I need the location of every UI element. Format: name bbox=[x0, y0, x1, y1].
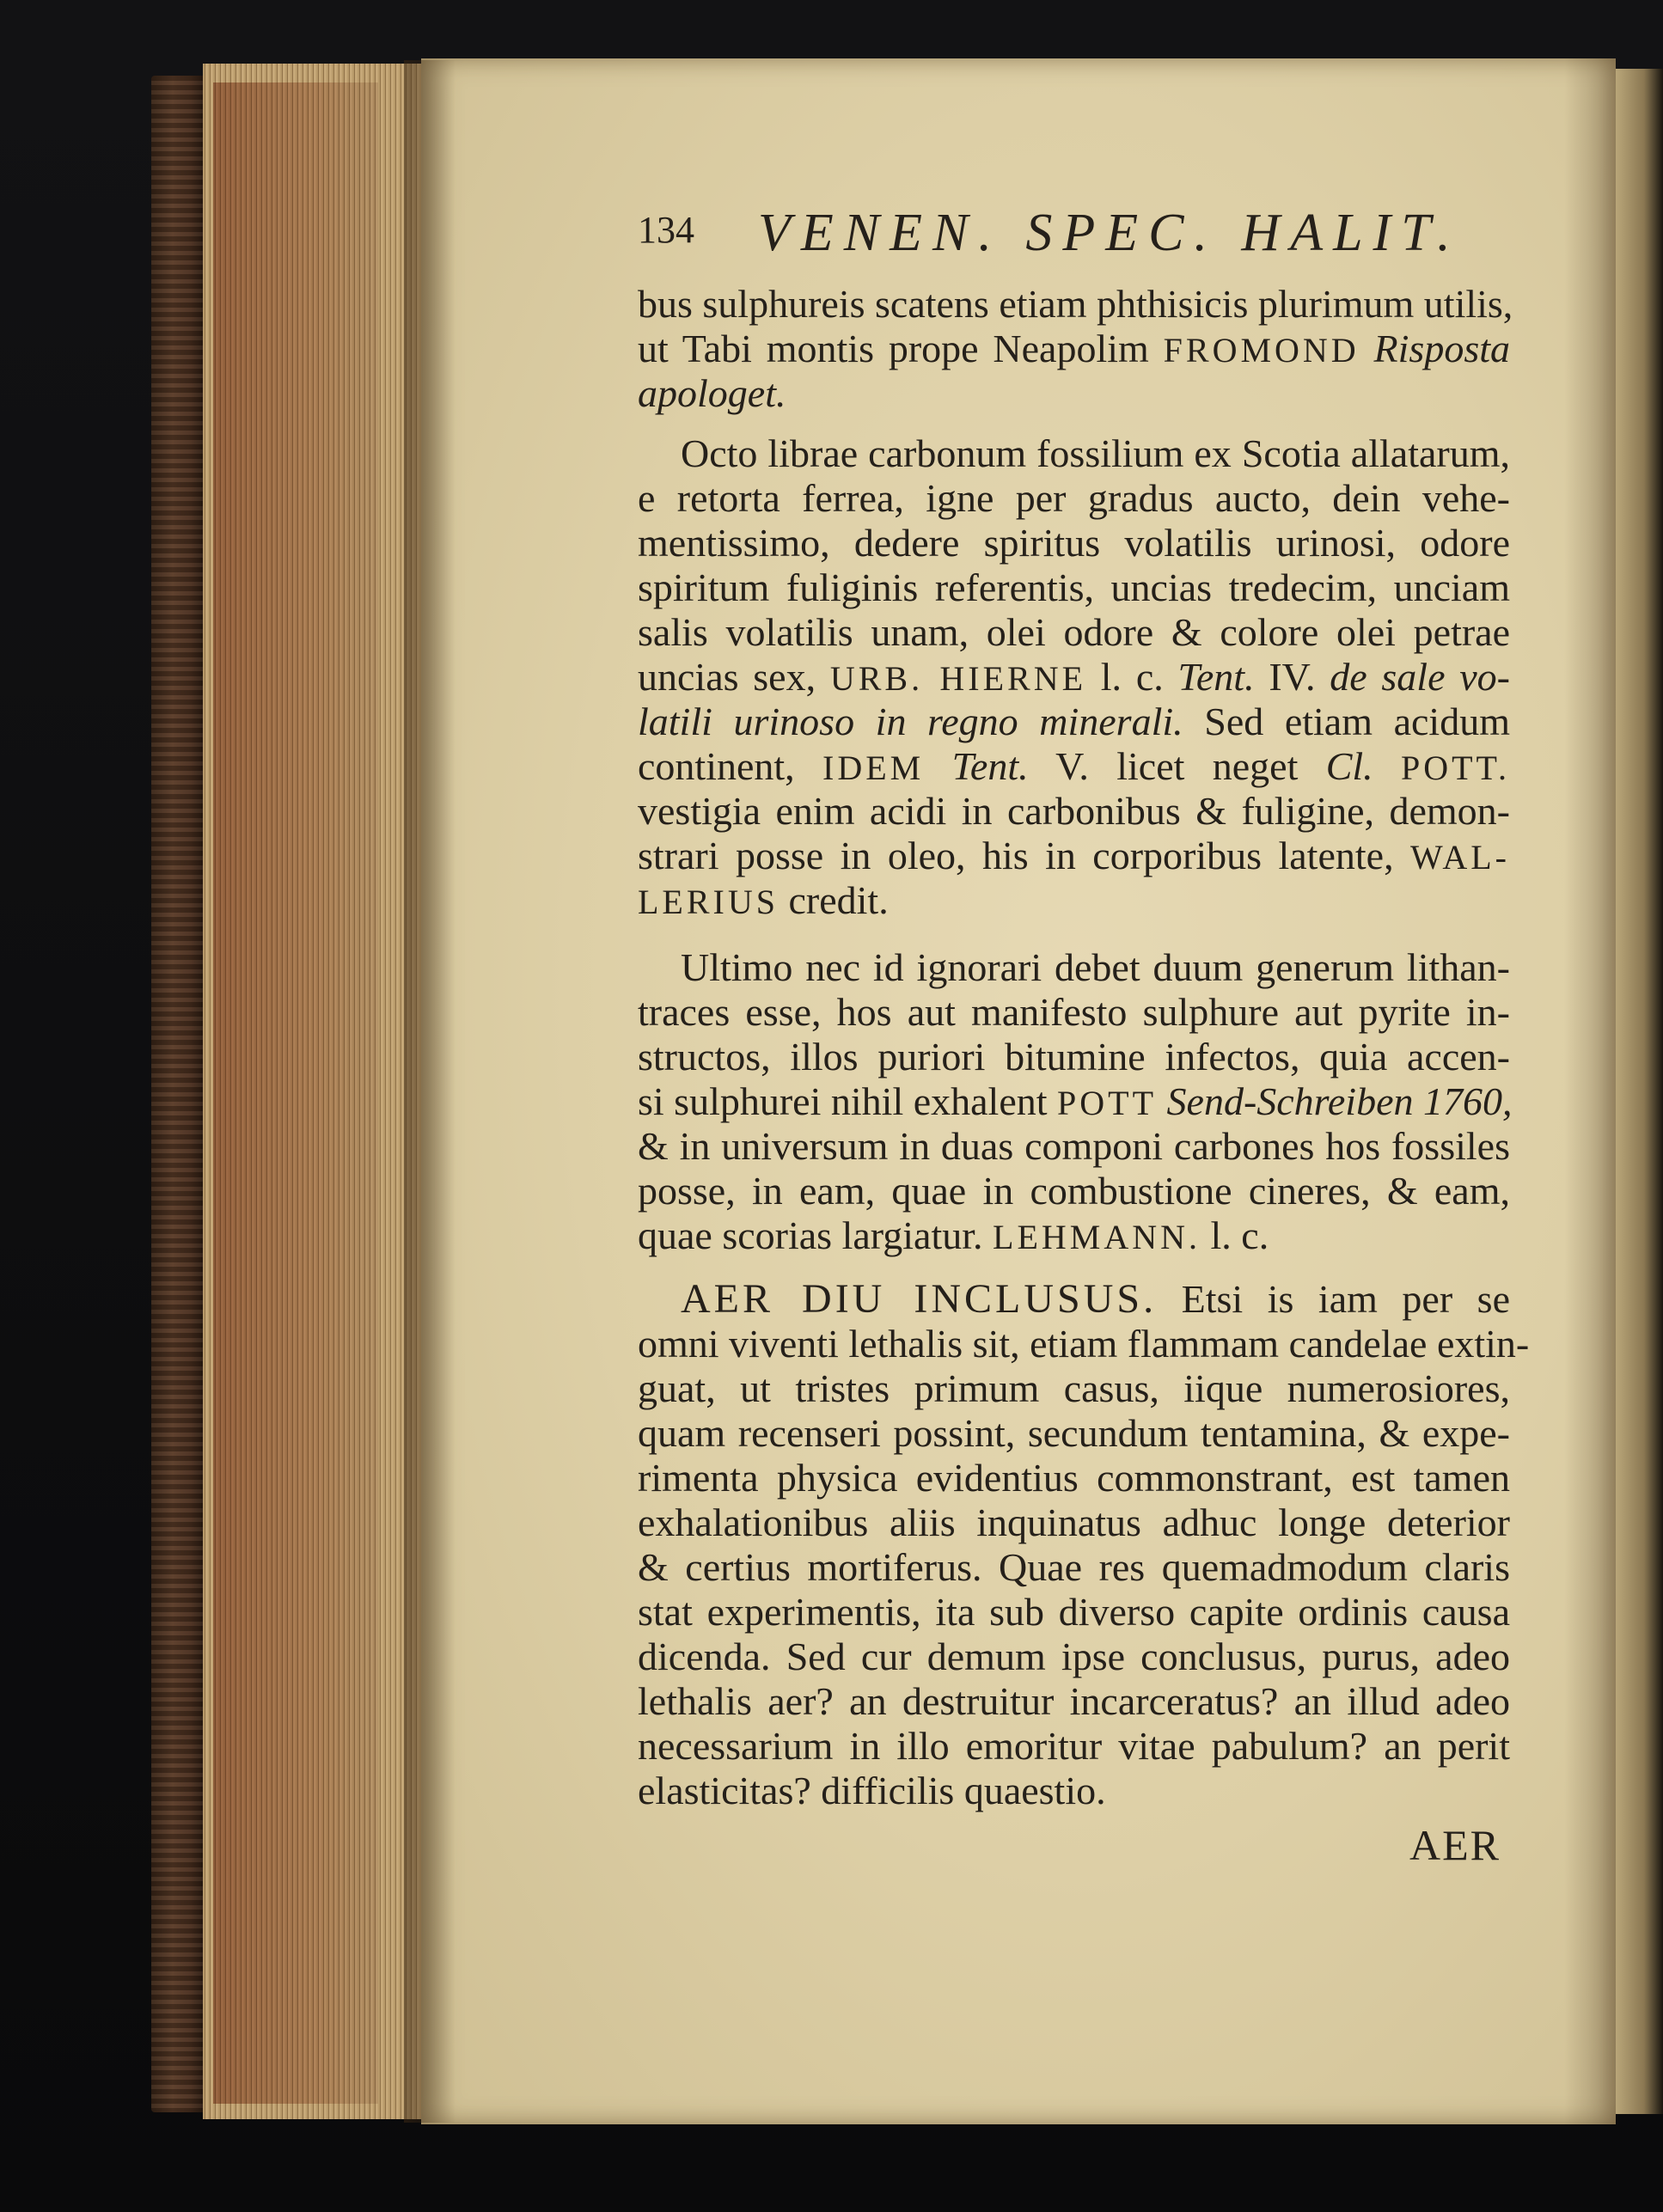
text-segment: dicenda. Sed cur demum ipse conclusus, purus, adeo bbox=[638, 1635, 1510, 1678]
text-line bbox=[638, 371, 1510, 416]
facing-page-edge bbox=[1616, 69, 1663, 2114]
text-segment: WAL- bbox=[1410, 838, 1510, 877]
text-line bbox=[638, 282, 1513, 327]
text-segment: Cl. bbox=[1325, 744, 1373, 788]
text-segment: & certius mortiferus. Quae res quemadmodum claris bbox=[638, 1545, 1510, 1589]
text-line bbox=[638, 327, 1510, 373]
text-segment: POTT bbox=[1057, 1084, 1158, 1122]
catchword: AER bbox=[1409, 1821, 1501, 1869]
text-line bbox=[638, 1679, 1510, 1724]
text-line bbox=[638, 565, 1510, 610]
text-line bbox=[638, 1213, 1510, 1260]
text-segment bbox=[1157, 1079, 1167, 1123]
text-segment: credit. bbox=[779, 878, 889, 922]
text-line bbox=[638, 1411, 1510, 1456]
text-line bbox=[638, 1169, 1510, 1213]
text-segment: Sed etiam acidum bbox=[1183, 700, 1510, 743]
red-edge-stain bbox=[213, 82, 378, 2104]
text-segment: & in universum in duas componi carbones hos fossiles bbox=[638, 1124, 1510, 1168]
text-segment: exhalationibus aliis inquinatus adhuc longe deterior bbox=[638, 1500, 1510, 1544]
text-line bbox=[638, 1635, 1510, 1679]
text-line bbox=[638, 878, 1510, 925]
text-segment: traces esse, hos aut manifesto sulphure aut pyrite in- bbox=[638, 990, 1510, 1034]
text-segment: bus sulphureis scatens etiam phthisicis plurimum utilis, bbox=[638, 282, 1513, 326]
text-line bbox=[681, 945, 1510, 990]
text-segment: lethalis aer? an destruitur incarceratus? an illud adeo bbox=[638, 1679, 1510, 1723]
text-segment: necessarium in illo emoritur vitae pabulum? an perit bbox=[638, 1724, 1510, 1768]
text-segment: e retorta ferrea, igne per gradus aucto, dein vehe- bbox=[638, 476, 1510, 520]
page-curl-shadow bbox=[1564, 58, 1616, 2124]
text-line bbox=[638, 1366, 1510, 1411]
text-segment: LERIUS bbox=[638, 883, 779, 921]
text-segment: strari posse in oleo, his in corporibus latente, bbox=[638, 834, 1411, 877]
leather-cover bbox=[151, 76, 205, 2112]
text-segment: rimenta physica evidentius commonstrant, est tamen bbox=[638, 1456, 1510, 1500]
text-segment: Risposta bbox=[1373, 327, 1511, 370]
text-segment bbox=[924, 744, 951, 788]
text-segment: Tent. bbox=[1177, 655, 1255, 699]
text-segment: IDEM bbox=[822, 749, 925, 787]
text-segment: continent, bbox=[638, 744, 823, 788]
text-line bbox=[638, 1724, 1510, 1769]
text-line bbox=[638, 1079, 1513, 1126]
text-line bbox=[638, 1769, 1510, 1813]
text-line bbox=[638, 476, 1510, 521]
text-line bbox=[638, 1545, 1510, 1590]
text-segment: Etsi is iam per se bbox=[1157, 1277, 1510, 1321]
text-line bbox=[638, 610, 1510, 655]
text-segment: structos, illos puriori bitumine infectos, quia accen- bbox=[638, 1035, 1510, 1079]
text-segment: guat, ut tristes primum casus, iique numerosiores, bbox=[638, 1366, 1510, 1410]
text-line bbox=[638, 700, 1510, 744]
text-line bbox=[638, 990, 1510, 1035]
text-segment: mentissimo, dedere spiritus volatilis urinosi, odore bbox=[638, 521, 1510, 565]
text-line bbox=[638, 1322, 1530, 1366]
text-segment: AER DIU INCLUSUS. bbox=[681, 1276, 1158, 1322]
text-segment: vestigia enim acidi in carbonibus & fuligine, demon- bbox=[638, 789, 1510, 833]
text-segment: posse, in eam, quae in combustione cineres, & eam, bbox=[638, 1169, 1510, 1213]
text-segment: LEHMANN. bbox=[993, 1218, 1201, 1256]
text-segment: V. licet neget bbox=[1028, 744, 1326, 788]
text-segment: URB. HIERNE bbox=[829, 659, 1087, 698]
text-segment: uncias sex, bbox=[638, 655, 830, 699]
text-segment: Tent. bbox=[951, 744, 1029, 788]
text-segment: salis volatilis unam, olei odore & colore olei petrae bbox=[638, 610, 1510, 654]
text-line bbox=[638, 1035, 1510, 1079]
page-header bbox=[638, 203, 1463, 263]
text-line bbox=[638, 1124, 1510, 1169]
text-line bbox=[638, 1456, 1510, 1500]
text-segment: elasticitas? difficilis quaestio. bbox=[638, 1769, 1106, 1812]
text-segment: Octo librae carbonum fossilium ex Scotia allatarum, bbox=[681, 431, 1510, 475]
text-segment: latili urinoso in regno minerali. bbox=[638, 700, 1183, 743]
text-segment bbox=[1360, 327, 1374, 370]
text-segment: apologet. bbox=[638, 371, 786, 415]
text-segment: omni viventi lethalis sit, etiam flammam candelae extin- bbox=[638, 1322, 1530, 1366]
text-segment: Ultimo nec id ignorari debet duum generum lithan- bbox=[681, 945, 1510, 989]
text-segment: si sulphurei nihil exhalent bbox=[638, 1079, 1058, 1123]
text-segment: Send-Schreiben 1760, bbox=[1166, 1079, 1513, 1123]
text-segment: ut Tabi montis prope Neapolim bbox=[638, 327, 1164, 370]
text-line bbox=[681, 431, 1510, 476]
text-segment: de sale vo- bbox=[1330, 655, 1510, 699]
text-segment: quam recenseri possint, secundum tentamina, & expe- bbox=[638, 1411, 1510, 1455]
text-line bbox=[638, 744, 1510, 791]
text-line bbox=[638, 655, 1510, 701]
text-segment: l. c. bbox=[1201, 1213, 1269, 1257]
text-segment bbox=[1373, 744, 1401, 788]
text-segment: spiritum fuliginis referentis, uncias tredecim, unciam bbox=[638, 565, 1510, 609]
text-line bbox=[638, 1500, 1510, 1545]
text-segment: POTT. bbox=[1400, 749, 1511, 787]
text-line bbox=[638, 789, 1510, 834]
text-segment: FROMOND bbox=[1163, 331, 1360, 370]
text-segment: l. c. bbox=[1086, 655, 1178, 699]
page-number: 134 bbox=[638, 209, 694, 251]
text-segment: IV. bbox=[1254, 655, 1330, 699]
text-line bbox=[638, 1590, 1510, 1635]
text-segment: quae scorias largiatur. bbox=[638, 1213, 994, 1257]
text-line bbox=[638, 521, 1510, 565]
text-line bbox=[681, 1277, 1510, 1322]
gutter-shadow bbox=[404, 60, 455, 2123]
text-line bbox=[638, 834, 1510, 880]
text-segment: stat experimentis, ita sub diverso capite ordinis causa bbox=[638, 1590, 1510, 1634]
running-title: VENEN. SPEC. HALIT. bbox=[758, 204, 1461, 262]
